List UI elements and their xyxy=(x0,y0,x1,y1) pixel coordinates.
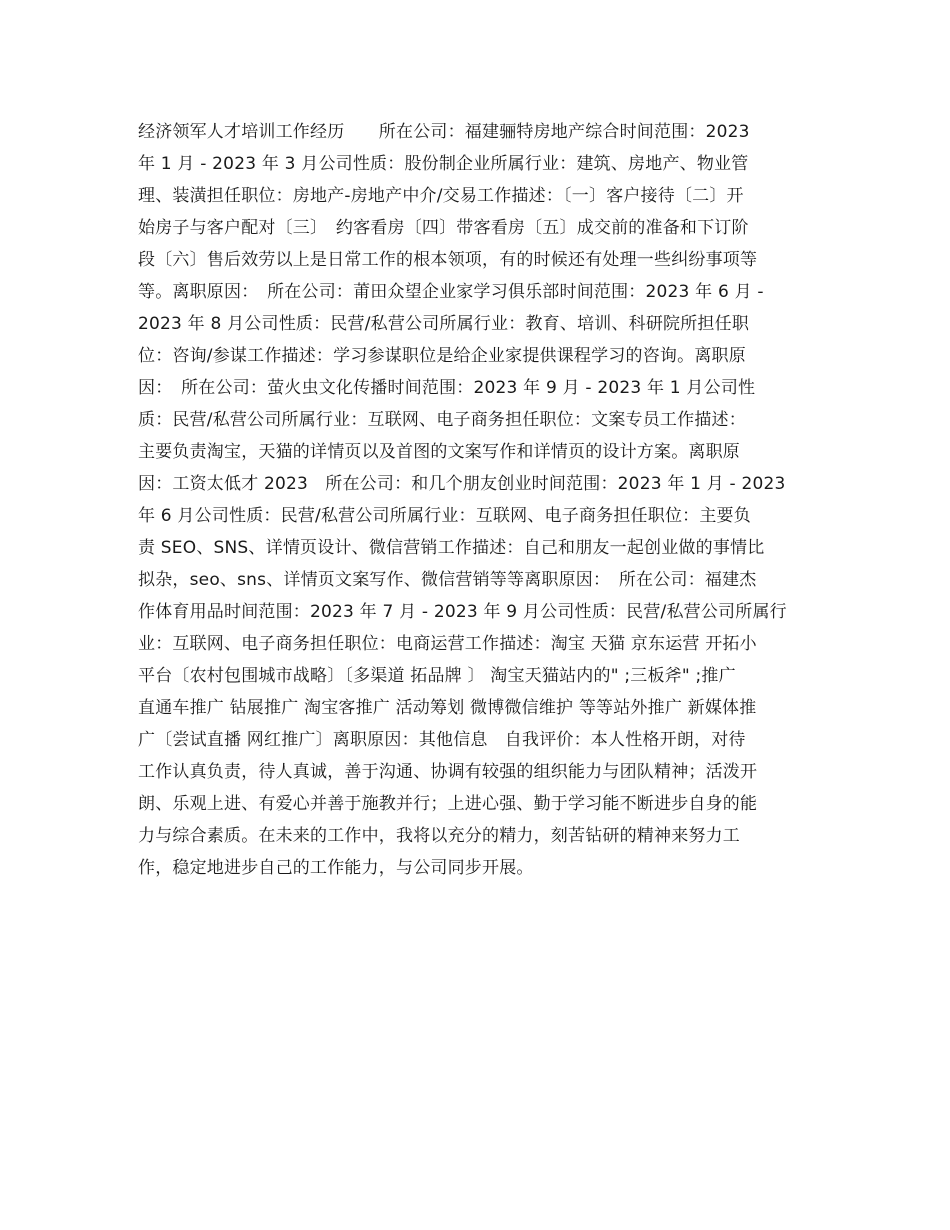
text-line: 年 6 月公司性质：民营/私营公司所属行业：互联网、电子商务担任职位：主要负 xyxy=(138,506,751,526)
text-line: 等。离职原因： 所在公司：莆田众望企业家学习俱乐部时间范围：2023 年 6 月 - xyxy=(138,282,764,302)
text-line: 经济领军人才培训工作经历 所在公司：福建骊特房地产综合时间范围：2023 xyxy=(138,122,750,142)
text-line: 直通车推广 钻展推广 淘宝客推广 活动筹划 微博微信维护 等等站外推广 新媒体推 xyxy=(138,698,757,718)
text-line: 业：互联网、电子商务担任职位：电商运营工作描述：淘宝 天猫 京东运营 开拓小 xyxy=(138,634,757,654)
text-line: 作，稳定地进步自己的工作能力，与公司同步开展。 xyxy=(138,858,534,878)
text-line: 责 SEO、SNS、详情页设计、微信营销工作描述：自己和朋友一起创业做的事情比 xyxy=(138,538,765,558)
text-line: 始房子与客户配对〔三〕 约客看房〔四〕带客看房〔五〕成交前的准备和下订阶 xyxy=(138,218,749,238)
text-line: 因： 所在公司：萤火虫文化传播时间范围：2023 年 9 月 - 2023 年 1 月公司性 xyxy=(138,378,756,398)
text-line: 力与综合素质。在未来的工作中，我将以充分的精力，刻苦钻研的精神来努力工 xyxy=(138,826,740,846)
text-line: 年 1 月 - 2023 年 3 月公司性质：股份制企业所属行业：建筑、房地产、物业管 xyxy=(138,154,749,174)
text-line: 朗、乐观上进、有爱心并善于施教并行；上进心强、勤于学习能不断进步自身的能 xyxy=(138,794,758,814)
text-line: 平台〔农村包围城市战略〕〔多渠道 拓品牌 〕 淘宝天猫站内的" ;三板斧" ;推广 xyxy=(138,666,736,686)
text-line: 2023 年 8 月公司性质：民营/私营公司所属行业：教育、培训、科研院所担任职 xyxy=(138,314,750,334)
text-line: 工作认真负责，待人真诚，善于沟通、协调有较强的组织能力与团队精神；活泼开 xyxy=(138,762,758,782)
text-line: 质：民营/私营公司所属行业：互联网、电子商务担任职位：文案专员工作描述： xyxy=(138,410,746,430)
text-line: 段〔六〕售后效劳以上是日常工作的根本领项，有的时候还有处理一些纠纷事项等 xyxy=(138,250,758,270)
text-line: 主要负责淘宝，天猫的详情页以及首图的文案写作和详情页的设计方案。离职原 xyxy=(138,442,740,462)
text-line: 位：咨询/参谋工作描述：学习参谋职位是给企业家提供课程学习的咨询。离职原 xyxy=(138,346,746,366)
resume-text-block xyxy=(138,116,818,884)
text-line: 作体育用品时间范围：2023 年 7 月 - 2023 年 9 月公司性质：民营/私营公司所属行 xyxy=(138,602,787,622)
text-line: 因：工资太低才 2023 所在公司：和几个朋友创业时间范围：2023 年 1 月 - 2023 xyxy=(138,474,786,494)
text-line: 拟杂，seo、sns、详情页文案写作、微信营销等等离职原因： 所在公司：福建杰 xyxy=(138,570,757,590)
text-line: 广〔尝试直播 网红推广〕离职原因：其他信息 自我评价：本人性格开朗，对待 xyxy=(138,730,746,750)
text-line: 理、装潢担任职位：房地产-房地产中介/交易工作描述：〔一〕客户接待〔二〕开 xyxy=(138,186,744,206)
